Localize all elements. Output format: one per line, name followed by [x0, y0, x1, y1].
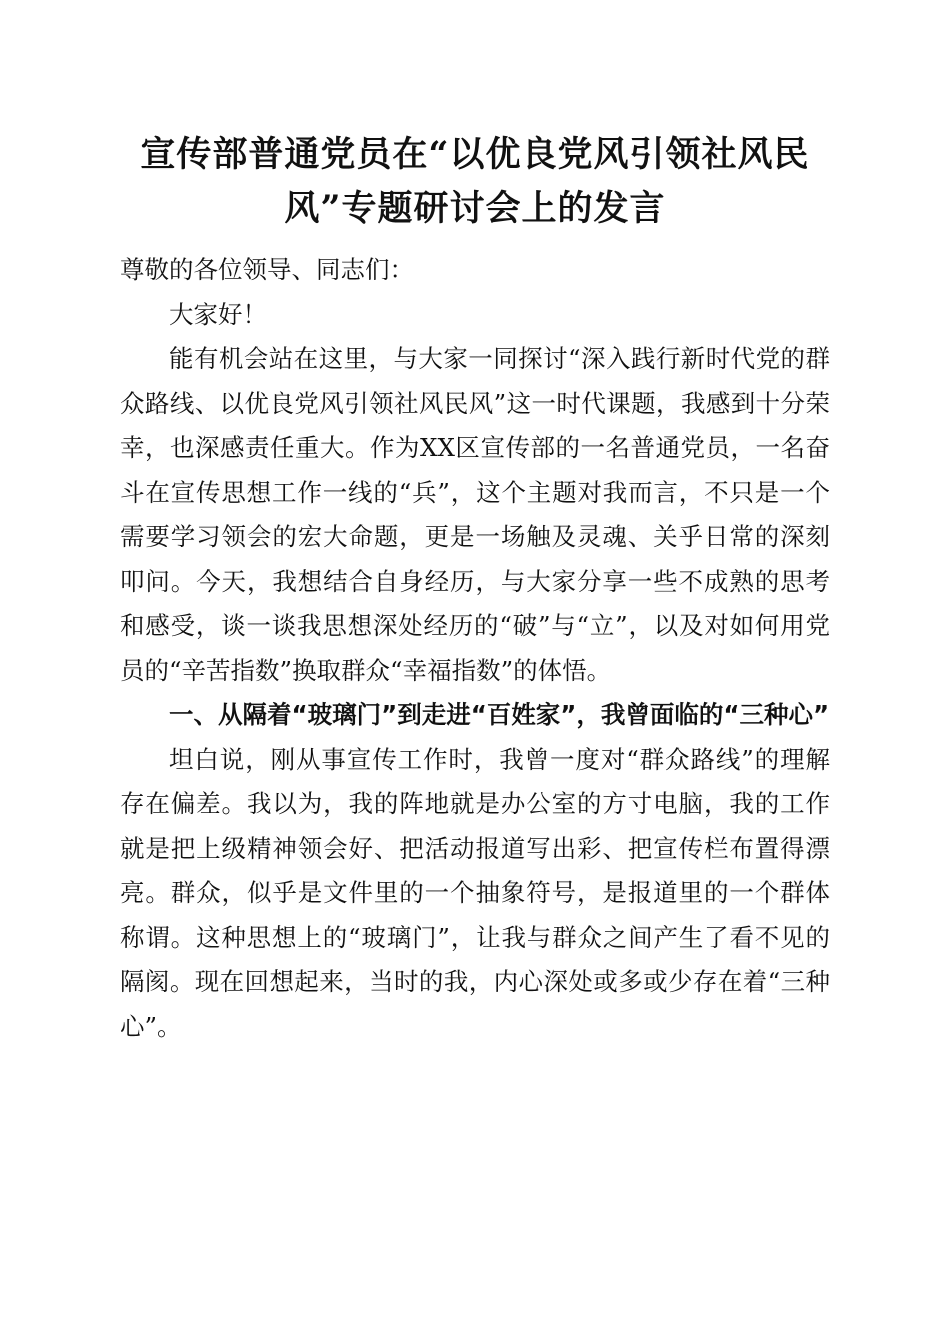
greeting: 大家好！ — [169, 299, 267, 329]
document-title — [100, 128, 850, 236]
title-line-2: 风”专题研讨会上的发言 — [284, 188, 666, 229]
document-body — [120, 248, 830, 1049]
paragraph-2: 坦白说，刚从事宣传工作时，我曾一度对“群众路线”的理解存在偏差。我以为，我的阵地就是办公室的方寸电脑，我的工作就是把上级精神领会好、把活动报道写出彩、把宣传栏布置得漂亮。群众，似乎是文件里的一个抽象符号，是报道里的一个群体称谓。这种思想上的“玻璃门”，让我与群众之间产生了看不见的隔阂。现在回想起来，当时的我，内心深处或多或少存在着“三种心”。 — [120, 744, 830, 1041]
salutation: 尊敬的各位领导、同志们： — [120, 255, 414, 284]
title-line-1: 宣传部普通党员在“以优良党风引领社风民 — [140, 134, 810, 175]
section-1-heading: 一、从隔着“玻璃门”到走进“百姓家”，我曾面临的“三种心” — [169, 700, 830, 729]
paragraph-1: 能有机会站在这里，与大家一同探讨“深入践行新时代党的群众路线、以优良党风引领社风民风”这一时代课题，我感到十分荣幸，也深感责任重大。作为XX区宣传部的一名普通党员，一名奋斗在宣传思想工作一线的“兵”，这个主题对我而言，不只是一个需要学习领会的宏大命题，更是一场触及灵魂、关乎日常的深刻叩问。今天，我想结合自身经历，与大家分享一些不成熟的思考和感受，谈一谈我思想深处经历的“破”与“立”，以及对如何用党员的“辛苦指数”换取群众“幸福指数”的体悟。 — [120, 344, 830, 685]
